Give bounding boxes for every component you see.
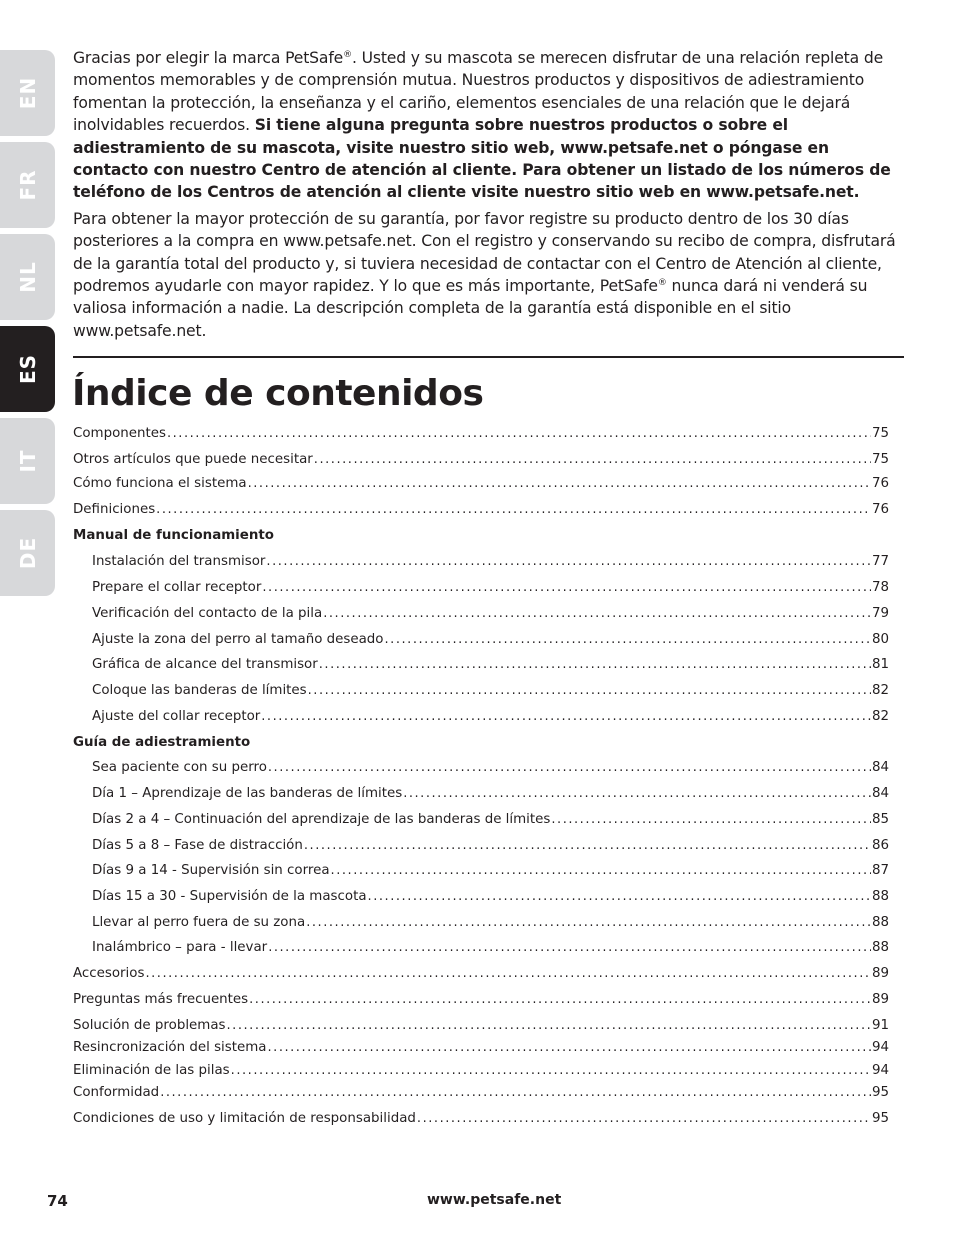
toc-entry[interactable] <box>92 552 889 572</box>
toc-entry-label: Preguntas más frecuentes <box>73 992 249 1007</box>
toc-entry-page: 75 <box>871 426 889 441</box>
lang-tab-label: NL <box>15 261 40 293</box>
toc-leader-dots <box>323 604 871 624</box>
toc-entry-label: Día 1 – Aprendizaje de las banderas de límites <box>92 786 403 801</box>
toc-entry[interactable] <box>73 1061 889 1081</box>
toc-leader-dots <box>266 552 871 572</box>
toc-entry-label: Días 9 a 14 - Supervisión sin correa <box>92 863 330 878</box>
toc-entry[interactable] <box>73 1109 889 1129</box>
toc-entry-label: Eliminación de las pilas <box>73 1063 230 1078</box>
toc-entry-label: Coloque las banderas de límites <box>92 683 307 698</box>
registered-mark: ® <box>343 49 352 60</box>
toc-entry[interactable] <box>92 938 889 958</box>
toc-entry-label: Definiciones <box>73 502 156 517</box>
toc-leader-dots <box>160 1083 871 1103</box>
toc-entry-label: Condiciones de uso y limitación de responsabilidad <box>73 1111 416 1126</box>
toc-entry-page: 88 <box>871 915 889 930</box>
toc-entry-page: 82 <box>871 709 889 724</box>
toc-entry[interactable] <box>73 964 889 984</box>
intro-p2-text-cont: nunca dará ni venderá su valiosa información a nadie. La descripción completa de la garantía está disponible en el sitio www.petsafe.net. <box>73 277 868 340</box>
lang-tab-es[interactable] <box>0 326 55 412</box>
toc-entry[interactable] <box>92 887 889 907</box>
intro-p1-text: Gracias por elegir la marca PetSafe <box>73 49 344 67</box>
page-number: 74 <box>47 1192 68 1210</box>
toc-entry-page: 87 <box>871 863 889 878</box>
toc-entry-label: Verificación del contacto de la pila <box>92 606 323 621</box>
toc-leader-dots <box>227 1016 871 1036</box>
toc-entry-label: Prepare el collar receptor <box>92 580 262 595</box>
toc-entry[interactable] <box>92 630 889 650</box>
lang-tab-it[interactable] <box>0 418 55 504</box>
toc-entry[interactable] <box>92 784 889 804</box>
toc-entry-page: 89 <box>871 966 889 981</box>
toc-entry-page: 95 <box>871 1085 889 1100</box>
toc-leader-dots <box>306 913 871 933</box>
toc-entry-page: 88 <box>871 889 889 904</box>
toc-leader-dots <box>304 836 871 856</box>
toc-entry[interactable] <box>92 578 889 598</box>
toc-entry[interactable] <box>92 604 889 624</box>
toc-leader-dots <box>231 1061 871 1081</box>
toc-entry-page: 84 <box>871 786 889 801</box>
toc-leader-dots <box>267 1038 870 1058</box>
toc-entry[interactable] <box>73 500 889 520</box>
toc-leader-dots <box>385 630 871 650</box>
toc-entry-page: 75 <box>871 452 889 467</box>
toc-leader-dots <box>308 681 871 701</box>
toc-entry-page: 85 <box>871 812 889 827</box>
toc-entry-page: 95 <box>871 1111 889 1126</box>
lang-tab-en[interactable] <box>0 50 55 136</box>
toc-entry-page: 80 <box>871 632 889 647</box>
intro-p2-text: Para obtener la mayor protección de su garantía, por favor registre su producto dentro de los 30 días posteriores a la compra en www.petsafe.net. Con el registro y conservando su recibo de compra, disfrutará de la garantía total del producto y, si tuviera necesidad de contactar con el Centro de Atención al cliente, podremos ayudarle con mayor rapidez. Y lo que es más importante, PetSafe <box>73 209 896 296</box>
intro-p1-bold: Si tiene alguna pregunta sobre nuestros productos o sobre el adiestramiento de su mascota, visite nuestro sitio web, www.petsafe.net o póngase en contacto con nuestro Centro de atención al cliente. Para obtener un listado de los números de teléfono de los Centros de atención al cliente visite nuestro sitio web en www.petsafe.net. <box>73 116 891 202</box>
toc-leader-dots <box>248 474 871 494</box>
toc-entry[interactable] <box>73 1016 889 1036</box>
toc-entry-label: Ajuste del collar receptor <box>92 709 261 724</box>
toc-entry-label: Días 5 a 8 – Fase de distracción <box>92 838 303 853</box>
lang-tab-label: ES <box>15 353 40 385</box>
toc-entry-label: Componentes <box>73 426 166 441</box>
toc-entry-page: 76 <box>871 502 889 517</box>
toc-entry-page: 78 <box>871 580 889 595</box>
toc-leader-dots <box>167 424 871 444</box>
lang-tab-nl[interactable] <box>0 234 55 320</box>
toc-entry-page: 77 <box>871 554 889 569</box>
toc-entry[interactable] <box>73 474 889 494</box>
toc-entry-label: Solución de problemas <box>73 1018 226 1033</box>
toc-title: Índice de contenidos <box>72 373 484 414</box>
toc-entry-page: 76 <box>871 476 889 491</box>
toc-leader-dots <box>268 938 871 958</box>
intro-text <box>73 47 908 346</box>
toc-leader-dots <box>261 707 871 727</box>
toc-entry[interactable] <box>92 913 889 933</box>
toc-entry[interactable] <box>92 681 889 701</box>
footer-url: www.petsafe.net <box>427 1192 562 1208</box>
toc-entry-page: 94 <box>871 1063 889 1078</box>
toc-entry-label: Resincronización del sistema <box>73 1040 267 1055</box>
toc-entry-page: 84 <box>871 760 889 775</box>
toc-leader-dots <box>319 655 871 675</box>
toc-entry[interactable] <box>92 758 889 778</box>
toc-entry-label: Ajuste la zona del perro al tamaño deseado <box>92 632 384 647</box>
registered-mark: ® <box>657 277 667 288</box>
toc-entry-page: 79 <box>871 606 889 621</box>
toc-entry[interactable] <box>92 707 889 727</box>
lang-tab-fr[interactable] <box>0 142 55 228</box>
toc-entry-label: Inalámbrico – para - llevar <box>92 940 268 955</box>
toc-entry-label: Gráfica de alcance del transmisor <box>92 657 318 672</box>
intro-paragraph-2 <box>73 208 908 342</box>
toc-entry-label: Instalación del transmisor <box>92 554 266 569</box>
toc-entry-page: 91 <box>871 1018 889 1033</box>
intro-p1-text-cont: . Usted y su mascota se merecen disfrutar de una relación repleta de momentos memorables y de comprensión mutua. Nuestros productos y dispositivos de adiestramiento fomentan la protección, la enseñanza y el cariño, elementos esenciales de una relación que le dejará inolvidables recuerdos. <box>73 49 884 135</box>
toc-entry-label: Accesorios <box>73 966 145 981</box>
toc-entry[interactable] <box>92 861 889 881</box>
toc-entry[interactable] <box>73 990 889 1010</box>
toc-leader-dots <box>249 990 871 1010</box>
toc-entry-page: 82 <box>871 683 889 698</box>
toc-entry[interactable] <box>92 655 889 675</box>
lang-tab-de[interactable] <box>0 510 55 596</box>
toc-entry-page: 86 <box>871 838 889 853</box>
toc-entry-page: 89 <box>871 992 889 1007</box>
section-divider <box>73 356 904 358</box>
toc-entry[interactable] <box>73 1038 889 1058</box>
lang-tab-label: FR <box>15 169 40 201</box>
toc-entry[interactable] <box>92 836 889 856</box>
toc-leader-dots <box>403 784 871 804</box>
toc-leader-dots <box>551 810 871 830</box>
toc-entry[interactable] <box>92 810 889 830</box>
toc-entry[interactable] <box>73 424 889 444</box>
toc-entry-label: Cómo funciona el sistema <box>73 476 247 491</box>
toc-leader-dots <box>262 578 871 598</box>
lang-tab-label: EN <box>15 76 40 110</box>
toc-entry-label: Días 2 a 4 – Continuación del aprendizaje de las banderas de límites <box>92 812 551 827</box>
intro-paragraph-1 <box>73 47 908 204</box>
toc-leader-dots <box>145 964 871 984</box>
toc-entry-label: Otros artículos que puede necesitar <box>73 452 313 467</box>
toc-entry-label: Llevar al perro fuera de su zona <box>92 915 306 930</box>
toc-leader-dots <box>314 450 871 470</box>
toc-entry-label: Sea paciente con su perro <box>92 760 267 775</box>
toc-entry[interactable] <box>73 450 889 470</box>
toc-leader-dots <box>417 1109 871 1129</box>
toc-entry-label: Días 15 a 30 - Supervisión de la mascota <box>92 889 367 904</box>
lang-tab-label: DE <box>15 536 40 570</box>
toc-entry-page: 88 <box>871 940 889 955</box>
lang-tab-label: IT <box>15 449 40 473</box>
toc-section-heading: Manual de funcionamiento <box>73 528 274 543</box>
toc-entry-page: 94 <box>871 1040 889 1055</box>
toc-entry-page: 81 <box>871 657 889 672</box>
toc-leader-dots <box>268 758 871 778</box>
toc-entry[interactable] <box>73 1083 889 1103</box>
toc-entry-label: Conformidad <box>73 1085 160 1100</box>
toc-section-heading: Guía de adiestramiento <box>73 735 251 750</box>
toc-leader-dots <box>331 861 871 881</box>
toc-leader-dots <box>156 500 871 520</box>
toc-leader-dots <box>368 887 871 907</box>
